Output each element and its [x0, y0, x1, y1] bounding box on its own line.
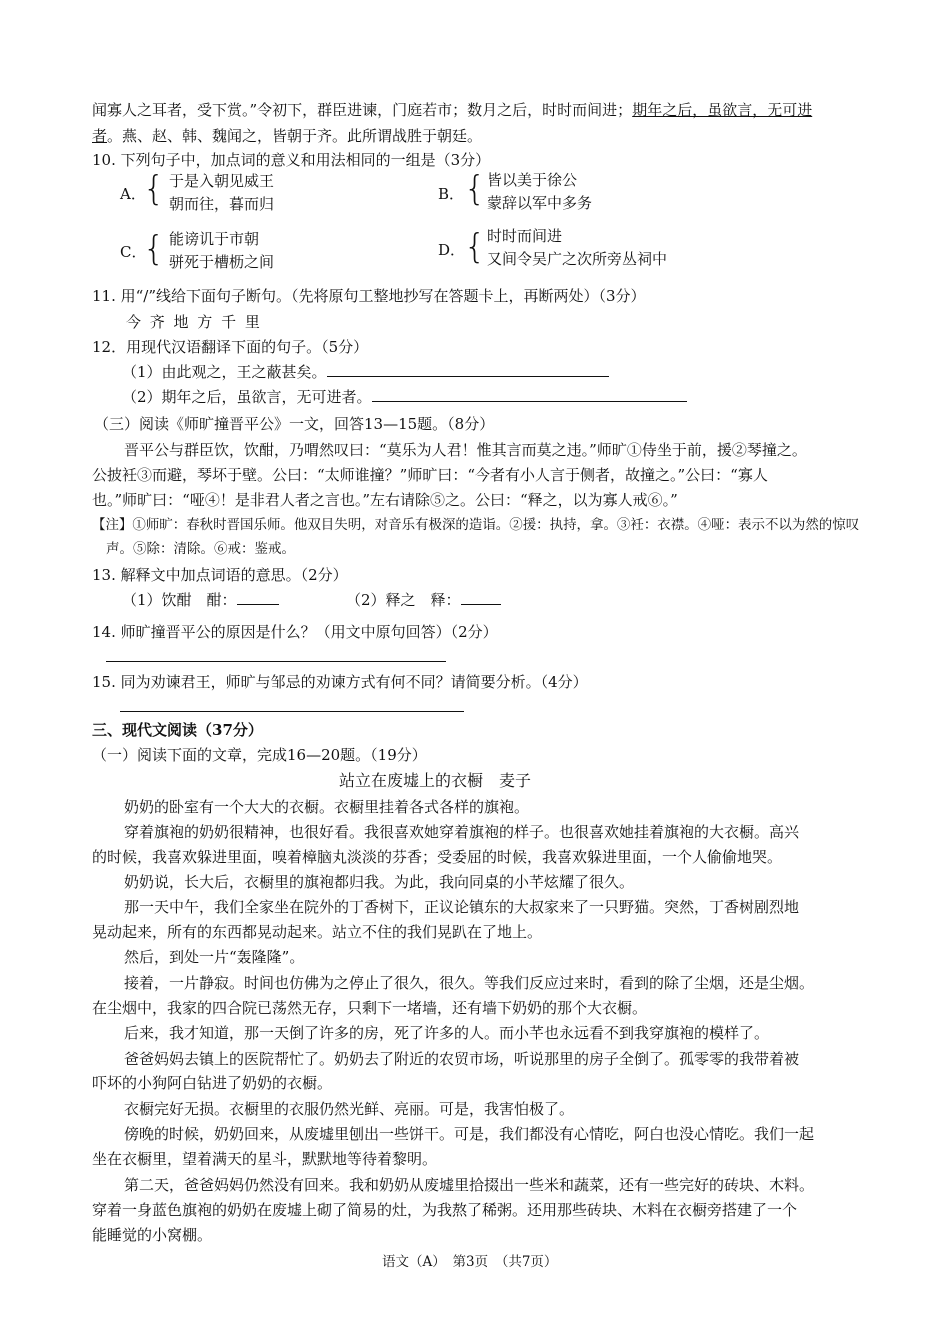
option-b-line2: 蒙辞以军中多务 — [487, 194, 593, 212]
answer-line[interactable] — [120, 711, 464, 712]
question-12-item-2: （2）期年之后，虽欲言，无可进者。 — [122, 387, 687, 407]
option-c-line1: 能谤讥于市朝 — [169, 230, 260, 248]
option-a-line2: 朝而往，暮而归 — [169, 195, 275, 213]
passage-text: 闻寡人之耳者，受下赏。”令初下，群臣进谏，门庭若市；数月之后，时时而间进； — [92, 101, 633, 119]
story-line: 衣橱完好无损。衣橱里的衣服仍然光鲜、亮丽。可是，我害怕极了。 — [124, 1100, 575, 1118]
section-subheading: （一）阅读下面的文章，完成16—20题。（19分） — [92, 746, 427, 764]
notes-line: 【注】①师旷：春秋时晋国乐师。他双目失明，对音乐有极深的造诣。②援：执持，拿。③衽：衣襟。④哑：表示不以为然的惊叹 — [92, 517, 860, 533]
story-line: 傍晚的时候，奶奶回来，从废墟里刨出一些饼干。可是，我们都没有心情吃，阿白也没心情吃。我们一起 — [124, 1125, 815, 1143]
underlined-sentence: 期年之后，虽欲言，无可进 — [632, 101, 813, 119]
question-13-item-2: （2）释之 释： — [346, 590, 501, 610]
question-13-stem: 13. 解释文中加点词语的意思。（2分） — [92, 566, 348, 584]
story-line: 吓坏的小狗阿白钻进了奶奶的衣橱。 — [92, 1074, 333, 1092]
section-heading: 三、现代文阅读（37分） — [92, 721, 263, 739]
option-d-line1: 时时而间进 — [487, 227, 563, 245]
story-line: 奶奶的卧室有一个大大的衣橱。衣橱里挂着各式各样的旗袍。 — [124, 798, 530, 816]
answer-blank[interactable] — [327, 362, 609, 377]
question-15-stem: 15. 同为劝谏君王，师旷与邹忌的劝谏方式有何不同？请简要分析。（4分） — [92, 673, 588, 691]
passage-text: 。燕、赵、韩、魏闻之，皆朝于齐。此所谓战胜于朝廷。 — [107, 127, 483, 145]
story-line: 第二天，爸爸妈妈仍然没有回来。我和奶奶从废墟里拾掇出一些米和蔬菜，还有一些完好的砖块、木料。 — [124, 1176, 815, 1194]
story-line: 能睡觉的小窝棚。 — [92, 1226, 213, 1244]
passage-line: 也。”师旷曰：“哑④！是非君人者之言也。”左右请除⑤之。公曰：“释之，以为寡人戒⑥。” — [92, 491, 678, 509]
story-line: 穿着旗袍的奶奶很精神，也很好看。我很喜欢她穿着旗袍的样子。也很喜欢她挂着旗袍的大衣橱。高兴 — [124, 823, 800, 841]
part3-heading: （三）阅读《师旷撞晋平公》一文，回答13—15题。（8分） — [94, 415, 495, 433]
story-line: 后来，我才知道，那一天倒了许多的房，死了许多的人。而小芊也永远看不到我穿旗袍的模样了。 — [124, 1024, 770, 1042]
passage-line: 公披衽③而避，琴坏于壁。公曰：“太师谁撞？”师旷曰：“今者有小人言于侧者，故撞之。”公曰：“寡人 — [92, 466, 768, 484]
article-title: 站立在废墟上的衣橱 麦子 — [339, 771, 532, 790]
question-10-stem: 10. 下列句子中，加点词的意义和用法相同的一组是（3分） — [92, 151, 491, 169]
answer-blank[interactable] — [372, 387, 687, 402]
passage-line — [92, 100, 812, 120]
notes-line: 声。⑤除：清除。⑥戒：鉴戒。 — [106, 541, 295, 557]
story-line: 的时候，我喜欢躲进里面，嗅着樟脑丸淡淡的芬香；受委屈的时候，我喜欢躲进里面，一个人偷偷地哭。 — [92, 848, 783, 866]
brace-icon: { — [464, 169, 486, 209]
option-b-line1: 皆以美于徐公 — [487, 171, 578, 189]
answer-line[interactable] — [106, 661, 446, 662]
question-12-stem: 12．用现代汉语翻译下面的句子。（5分） — [92, 338, 369, 356]
option-a-line1: 于是入朝见威王 — [169, 172, 275, 190]
question-13-item-1: （1）饮酣 酣： — [122, 590, 279, 610]
story-line: 奶奶说，长大后，衣橱里的旗袍都归我。为此，我向同桌的小芊炫耀了很久。 — [124, 873, 635, 891]
answer-blank[interactable] — [461, 590, 501, 605]
question-12-item-1: （1）由此观之，王之蔽甚矣。 — [122, 362, 609, 382]
story-line: 爸爸妈妈去镇上的医院帮忙了。奶奶去了附近的农贸市场，听说那里的房子全倒了。孤零零的我带着被 — [124, 1050, 800, 1068]
story-line: 接着，一片静寂。时间也仿佛为之停止了很久，很久。等我们反应过来时，看到的除了尘烟，还是尘烟。 — [124, 974, 815, 992]
question-14-stem: 14. 师旷撞晋平公的原因是什么？（用文中原句回答）（2分） — [92, 623, 498, 641]
passage-line — [92, 126, 482, 146]
story-line: 晃动起来，所有的东西都晃动起来。站立不住的我们晃趴在了地上。 — [92, 923, 543, 941]
option-d-line2: 又间令吴广之次所旁丛祠中 — [487, 250, 668, 268]
option-d-label: D． — [438, 241, 466, 259]
question-11-stem: 11. 用“/”线给下面句子断句。（先将原句工整地抄写在答题卡上，再断两处）（3分） — [92, 287, 646, 305]
brace-icon: { — [143, 169, 165, 209]
story-line: 坐在衣橱里，望着满天的星斗，默默地等待着黎明。 — [92, 1150, 438, 1168]
answer-blank[interactable] — [237, 590, 279, 605]
question-11-sentence: 今 齐 地 方 千 里 — [126, 313, 260, 331]
page-footer: 语文（A） 第3页 （共7页） — [382, 1254, 558, 1270]
brace-icon: { — [143, 229, 165, 269]
story-line: 在尘烟中，我家的四合院已荡然无存，只剩下一堵墙，还有墙下奶奶的那个大衣橱。 — [92, 999, 648, 1017]
option-c-line2: 骈死于槽枥之间 — [169, 253, 275, 271]
story-line: 穿着一身蓝色旗袍的奶奶在废墟上砌了简易的灶，为我熬了稀粥。还用那些砖块、木料在衣橱旁搭建了一个 — [92, 1201, 798, 1219]
story-line: 那一天中午，我们全家坐在院外的丁香树下，正议论镇东的大叔家来了一只野猫。突然，丁香树剧烈地 — [124, 898, 800, 916]
underlined-sentence: 者 — [92, 127, 108, 145]
option-a-label: A． — [120, 185, 146, 203]
passage-line: 晋平公与群臣饮，饮酣，乃喟然叹曰：“莫乐为人君！惟其言而莫之违。”师旷①侍坐于前，援②琴撞之。 — [124, 441, 807, 459]
brace-icon: { — [464, 227, 486, 267]
option-c-label: C． — [120, 243, 147, 261]
option-b-label: B． — [438, 185, 465, 203]
story-line: 然后，到处一片“轰隆隆”。 — [124, 948, 305, 966]
